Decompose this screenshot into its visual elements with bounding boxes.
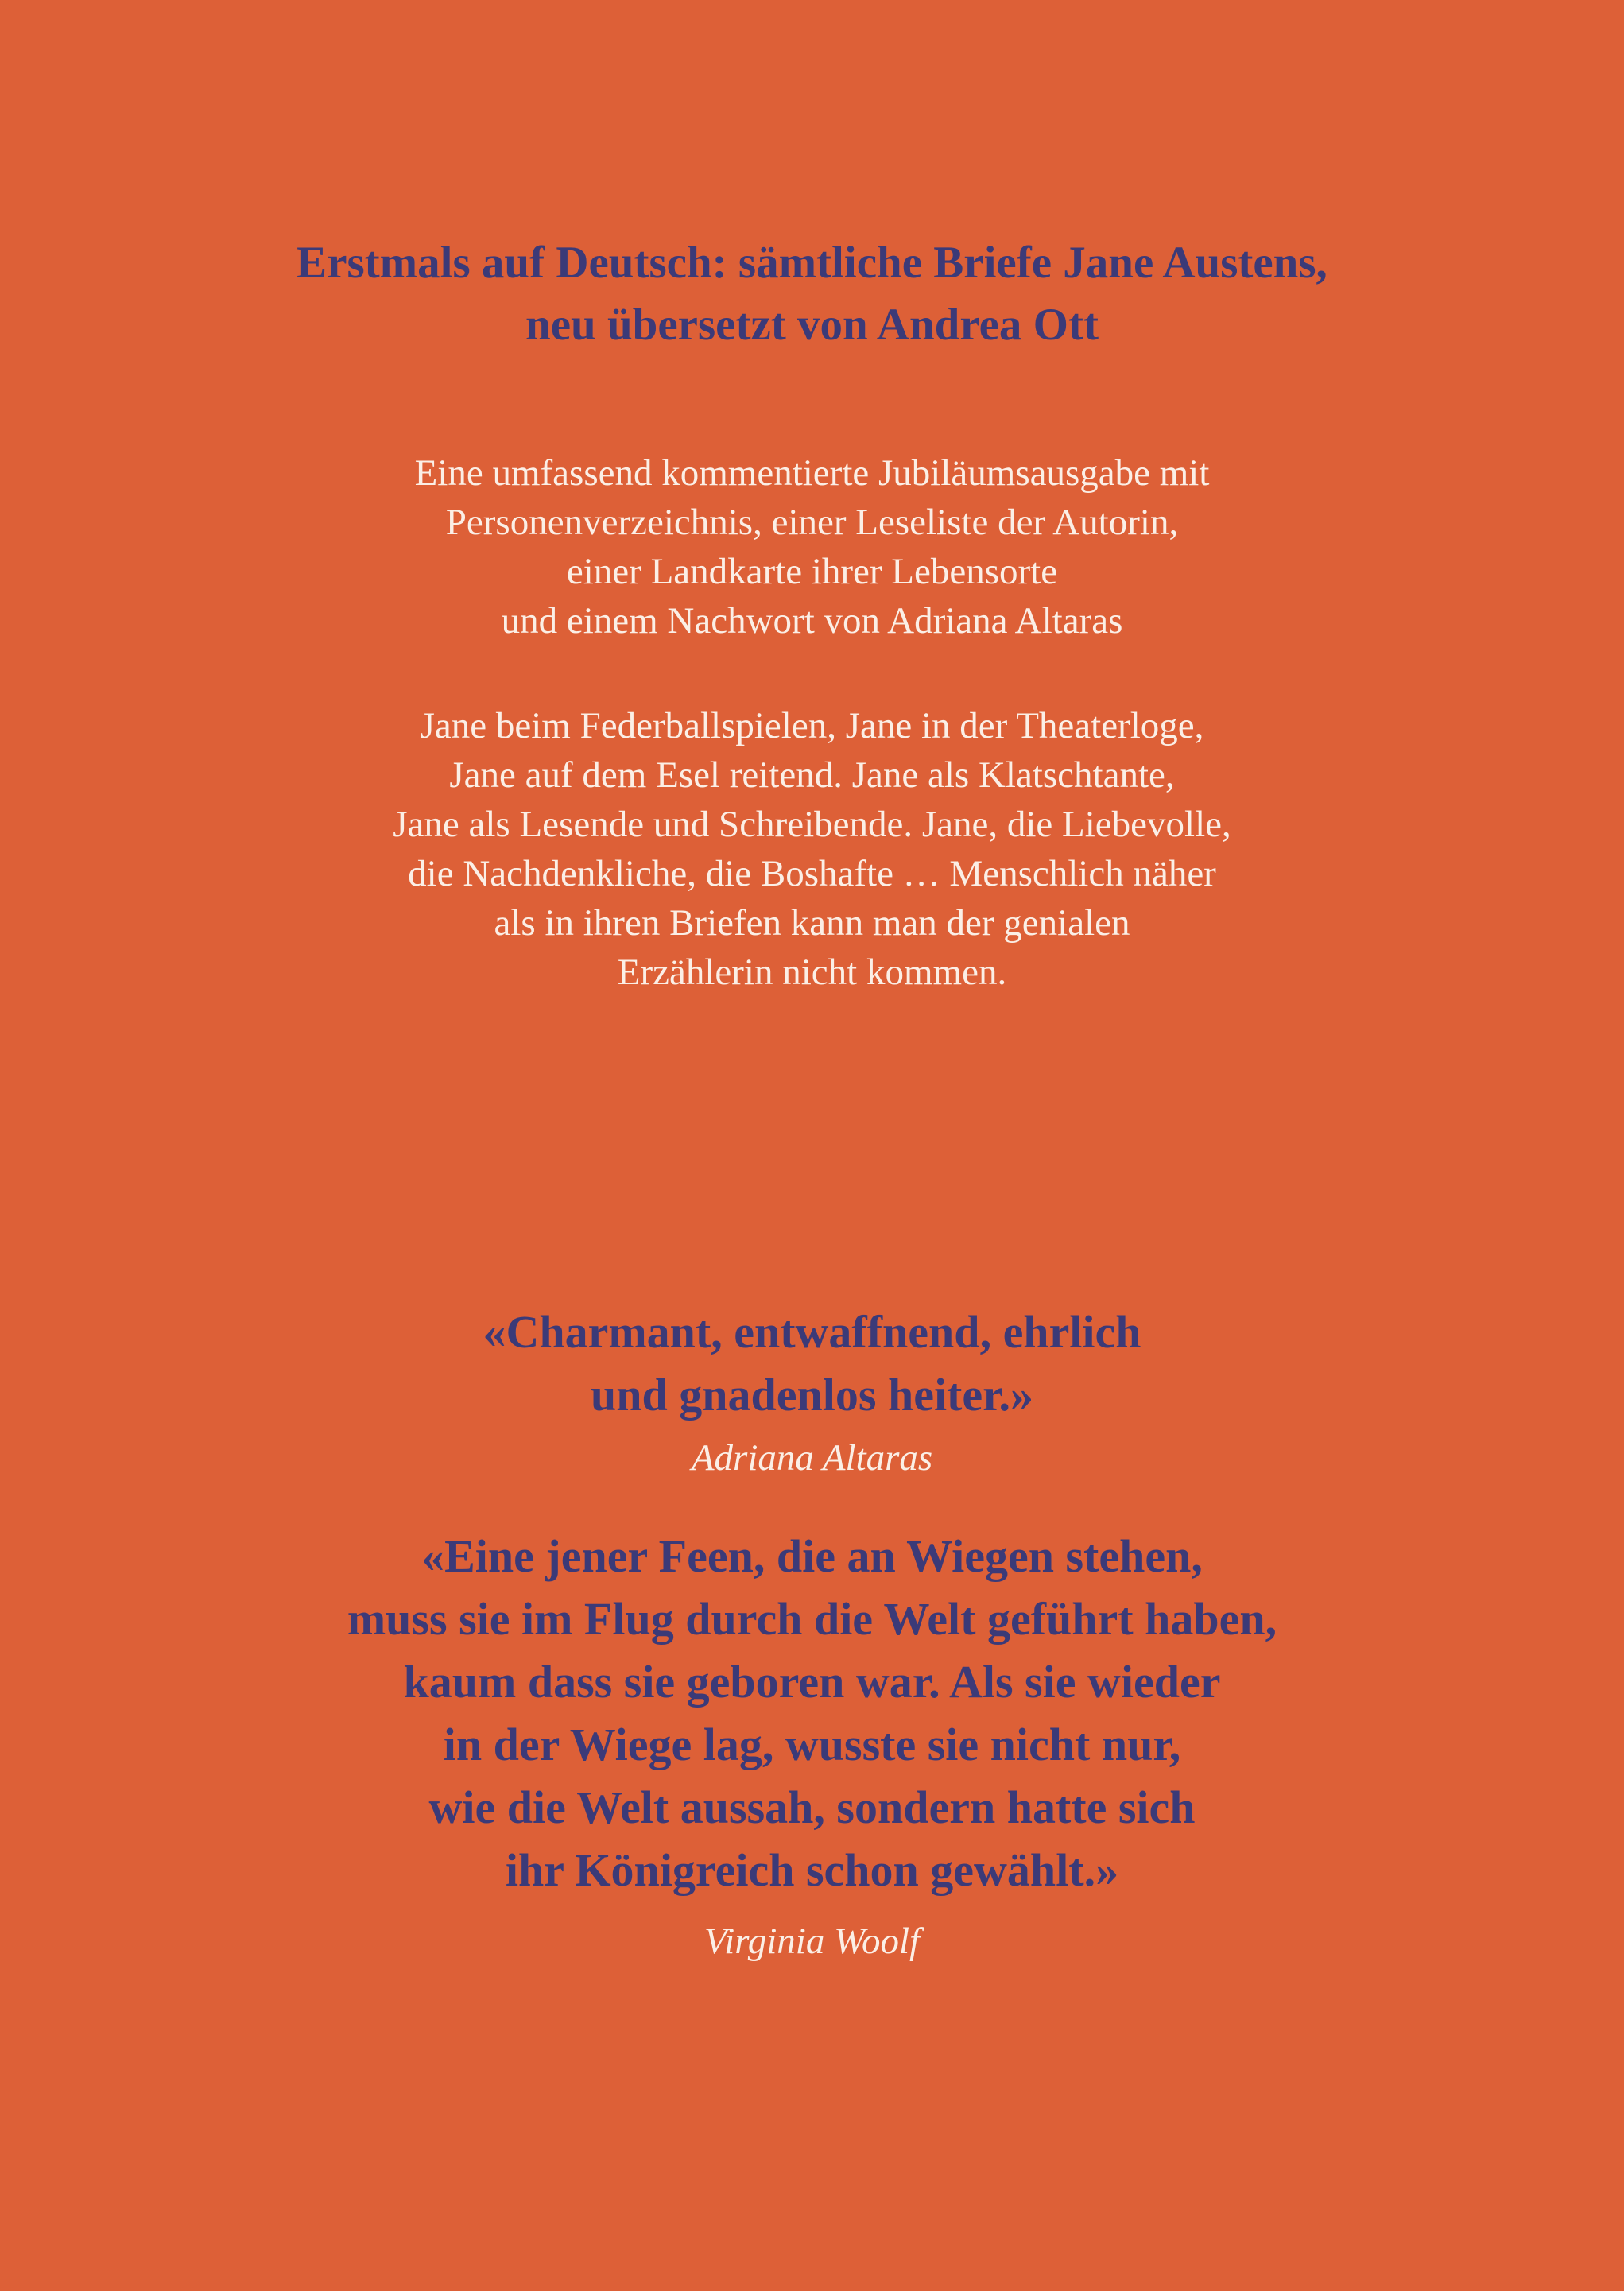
- review-quote: [0, 1525, 1624, 1901]
- review-quote-line: in der Wiege lag, wusste sie nicht nur,: [443, 1719, 1181, 1770]
- edition-description-line: Eine umfassend kommentierte Jubiläumsausgabe mit: [414, 452, 1210, 494]
- review-quote-line: und gnadenlos heiter.»: [590, 1369, 1034, 1421]
- headline-line: neu übersetzt von Andrea Ott: [525, 300, 1099, 350]
- review-quote-line: muss sie im Flug durch die Welt geführt haben,: [347, 1593, 1277, 1645]
- blurb-line: die Nachdenkliche, die Boshafte … Menschlich näher: [408, 853, 1216, 894]
- edition-description-line: einer Landkarte ihrer Lebensorte: [566, 551, 1058, 592]
- review-quote-line: «Eine jener Feen, die an Wiegen stehen,: [421, 1530, 1203, 1582]
- quote-attribution: Adriana Altaras: [691, 1437, 933, 1479]
- edition-description-line: Personenverzeichnis, einer Leseliste der Autorin,: [445, 502, 1179, 543]
- review-quote-line: kaum dass sie geboren war. Als sie wieder: [403, 1656, 1221, 1708]
- review-quote-line: ihr Königreich schon gewählt.»: [505, 1844, 1119, 1896]
- quote-attribution: Virginia Woolf: [703, 1921, 921, 1962]
- blurb-paragraph: [0, 701, 1624, 997]
- review-quote: [0, 1301, 1624, 1426]
- blurb-line: Erzählerin nicht kommen.: [617, 952, 1007, 993]
- review-quote-line: «Charmant, entwaffnend, ehrlich: [483, 1306, 1141, 1358]
- review-quote-line: wie die Welt aussah, sondern hatte sich: [428, 1781, 1196, 1833]
- headline: [0, 232, 1624, 356]
- blurb-line: Jane auf dem Esel reitend. Jane als Klatschtante,: [449, 754, 1175, 796]
- blurb-line: Jane als Lesende und Schreibende. Jane, die Liebevolle,: [393, 804, 1231, 845]
- edition-description-line: und einem Nachwort von Adriana Altaras: [501, 600, 1123, 642]
- edition-description: [0, 448, 1624, 645]
- blurb-line: Jane beim Federballspielen, Jane in der Theaterloge,: [420, 705, 1204, 746]
- blurb-line: als in ihren Briefen kann man der genialen: [494, 902, 1130, 944]
- headline-line: Erstmals auf Deutsch: sämtliche Briefe Jane Austens,: [297, 238, 1327, 288]
